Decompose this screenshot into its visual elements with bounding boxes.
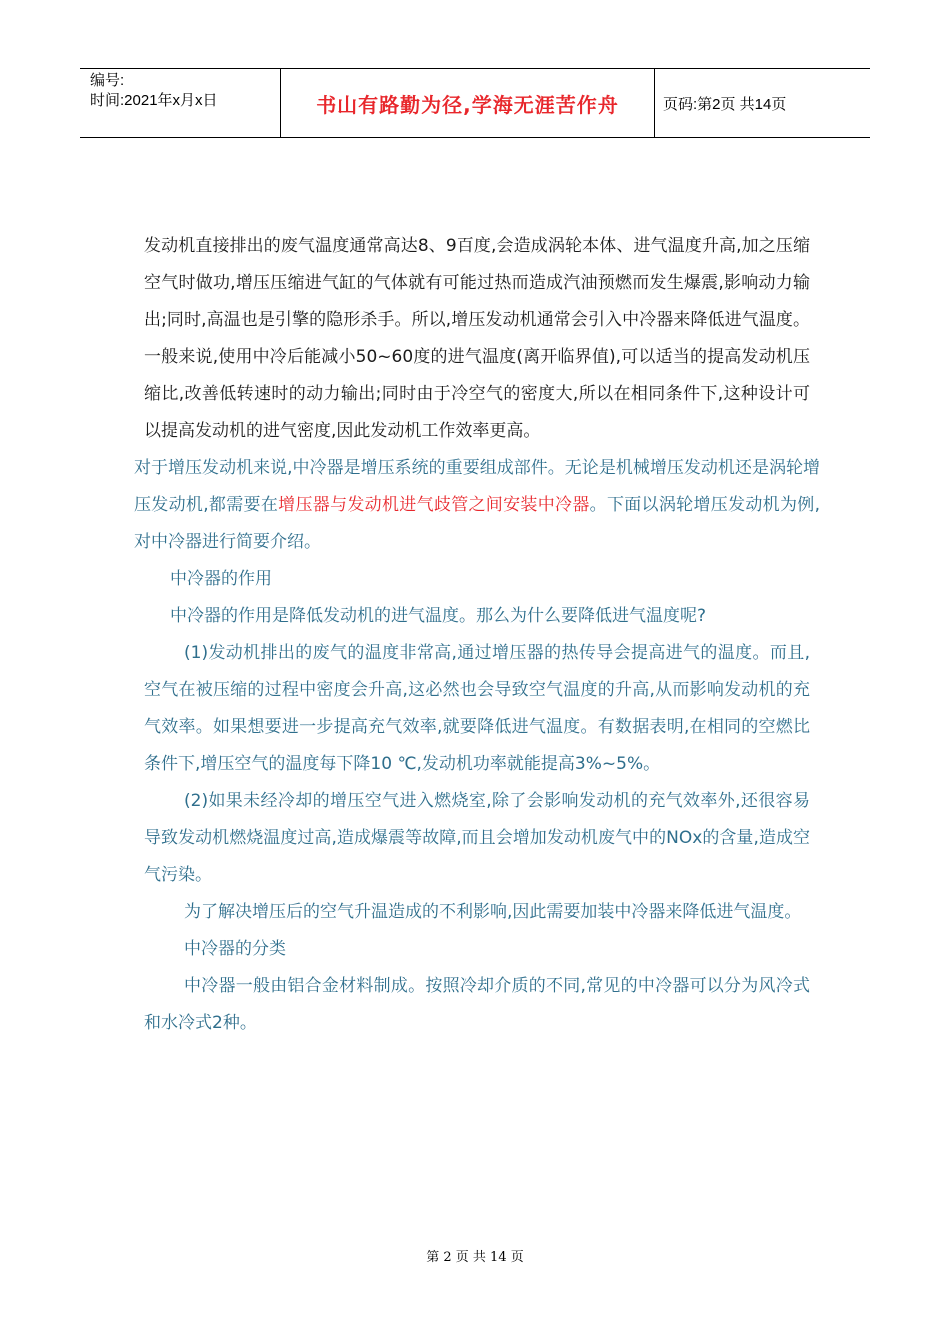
paragraph-2-text-c: 。下面以涡轮增压发动机为例,对中冷器进行简要介绍。 [134,495,821,552]
page-footer: 第 2 页 共 14 页 [426,1250,524,1265]
paragraph-2 [134,450,820,561]
paragraph-2-text-a: 对于增压发动机来说,中冷器是增压系统的重要组成部件。无论是机械增压发动机还是涡轮增压发动机,都需要在 [134,458,820,515]
time-label: 时间:2021年x月x日 [90,92,218,109]
header-motto-cell [281,69,655,137]
paragraph-3: 中冷器的作用是降低发动机的进气温度。那么为什么要降低进气温度呢? [170,606,707,626]
number-label: 编号: [90,72,125,89]
paragraph-1: 发动机直接排出的废气温度通常高达8、9百度,会造成涡轮本体、进气温度升高,加之压缩空气时做功,增压压缩进气缸的气体就有可能过热而造成汽油预燃而发生爆震,影响动力输出;同时,高温也是引擎的隐形杀手。所以,增压发动机通常会引入中冷器来降低进气温度。一般来说,使用中冷后能减小50~60度的进气温度(离开临界值),可以适当的提高发动机压缩比,改善低转速时的动力输出;同时由于冷空气的密度大,所以在相同条件下,这种设计可以提高发动机的进气密度,因此发动机工作效率更高。 [144,236,810,441]
page-header [80,68,870,138]
document-body [134,228,821,1042]
paragraph-2-highlight: 增压器与发动机进气歧管之间安装中冷器 [278,495,590,515]
page-label: 页码:第2页 共14页 [663,95,787,113]
header-page-cell [655,69,870,137]
paragraph-5: (2)如果未经冷却的增压空气进入燃烧室,除了会影响发动机的充气效率外,还很容易导致发动机燃烧温度过高,造成爆震等故障,而且会增加发动机废气中的NOx的含量,造成空气污染。 [144,791,810,885]
paragraph-4: (1)发动机排出的废气的温度非常高,通过增压器的热传导会提高进气的温度。而且,空气在被压缩的过程中密度会升高,这必然也会导致空气温度的升高,从而影响发动机的充气效率。如果想要进一步提高充气效率,就要降低进气温度。有数据表明,在相同的空燃比条件下,增压空气的温度每下降10 ℃,发动机功率就能提高3%~5%。 [144,643,810,774]
paragraph-6: 为了解决增压后的空气升温造成的不利影响,因此需要加装中冷器来降低进气温度。 [184,902,802,922]
header-meta [80,69,281,137]
heading-function: 中冷器的作用 [170,569,272,589]
motto: 书山有路勤为径,学海无涯苦作舟 [316,92,619,117]
heading-classification: 中冷器的分类 [184,939,286,959]
paragraph-7: 中冷器一般由铝合金材料制成。按照冷却介质的不同,常见的中冷器可以分为风冷式和水冷式2种。 [144,976,810,1033]
